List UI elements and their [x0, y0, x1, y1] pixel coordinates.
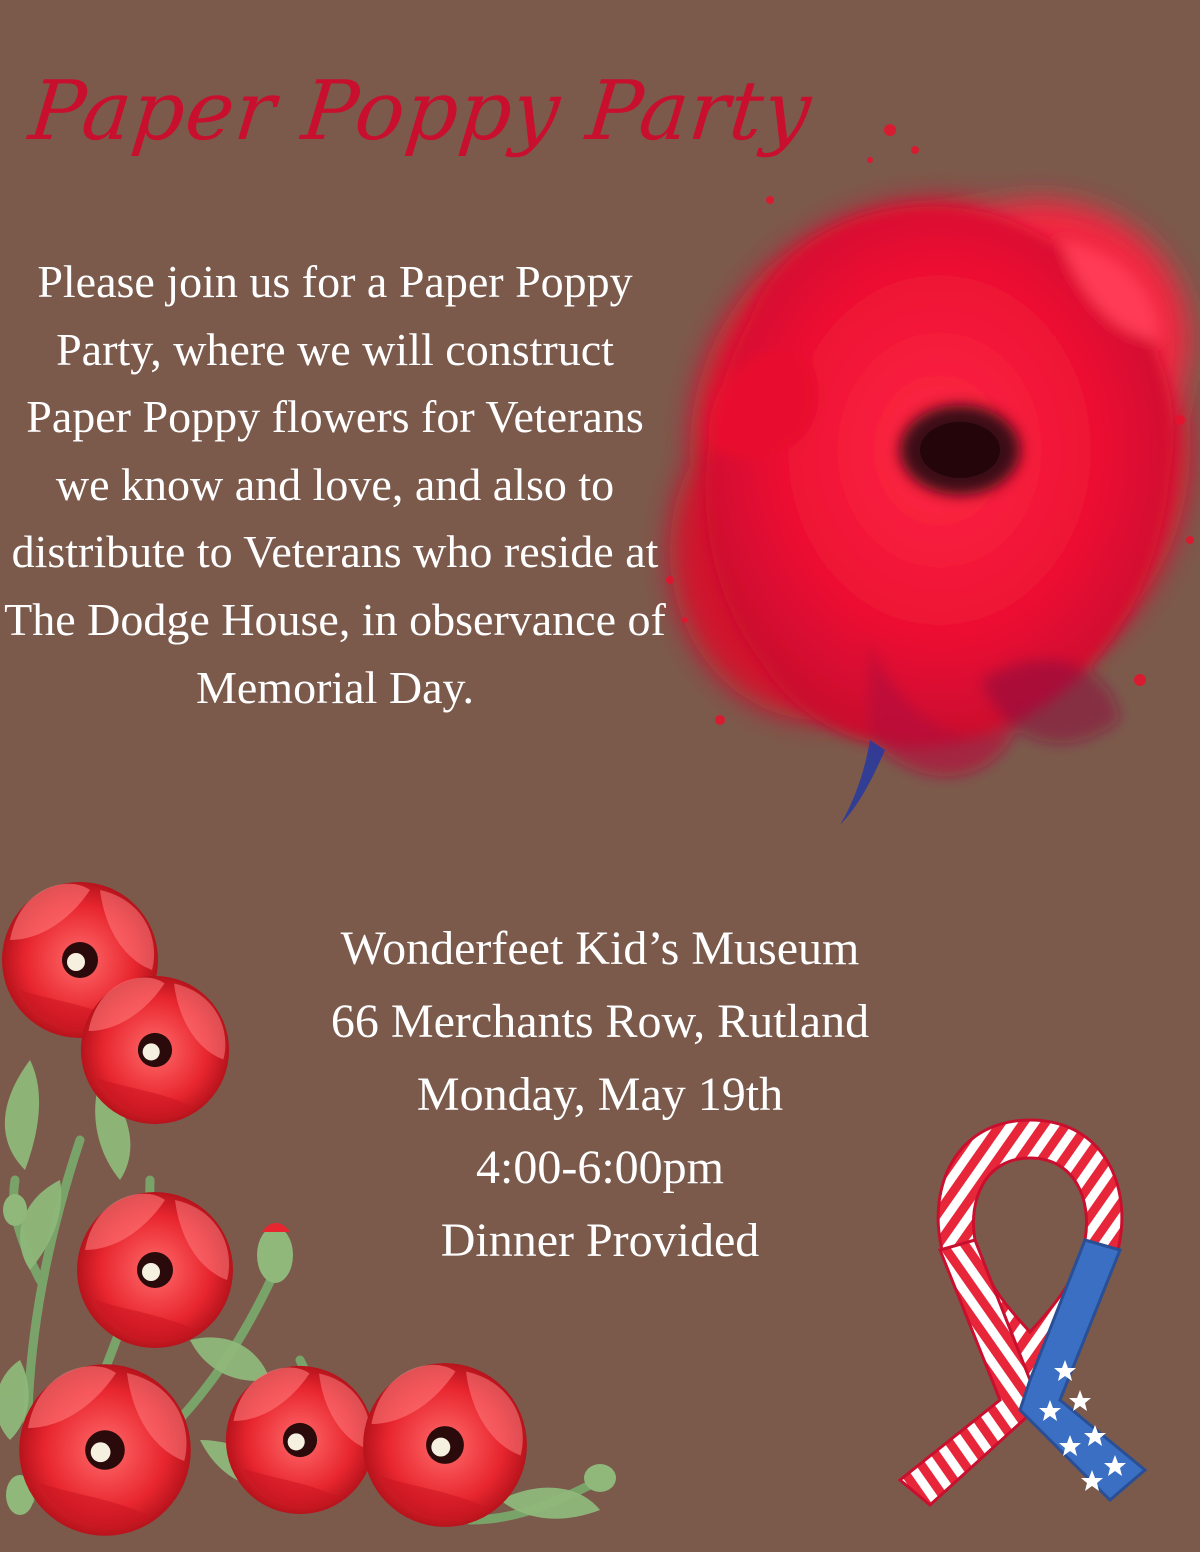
venue-name: Wonderfeet Kid’s Museum: [340, 922, 860, 975]
watercolor-poppy-icon: [640, 120, 1200, 830]
flyer-title: Paper Poppy Party: [25, 64, 817, 159]
event-date: Monday, May 19th: [416, 1068, 784, 1121]
event-time: 4:00-6:00pm: [476, 1141, 724, 1194]
dinner-note: Dinner Provided: [440, 1214, 760, 1267]
venue-address: 66 Merchants Row, Rutland: [330, 995, 870, 1048]
event-details: [250, 912, 950, 1277]
patriotic-ribbon-icon: [880, 1100, 1180, 1520]
intro-paragraph: Please join us for a Paper Poppy Party, where we will construct Paper Poppy flowers for Veterans we know and love, and also to distribute to Veterans who reside at The Dodge House, in observance of Memorial Day.: [4, 256, 666, 713]
